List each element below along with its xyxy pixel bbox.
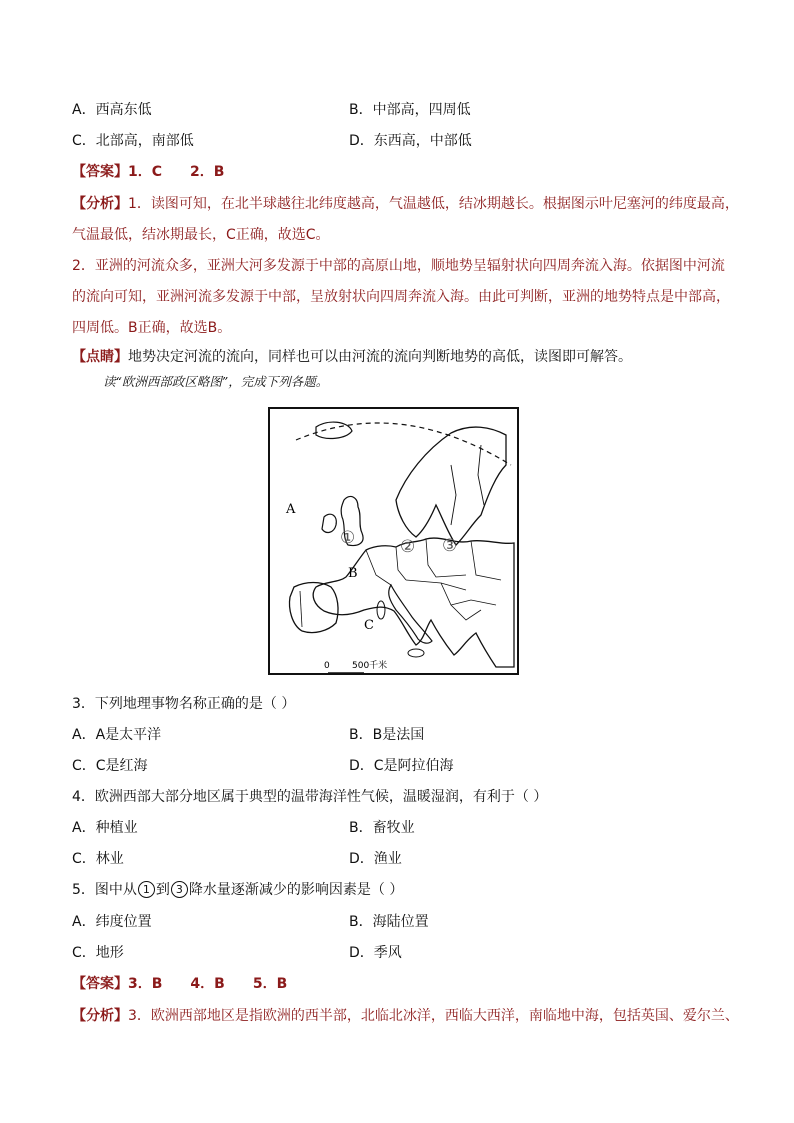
answer-tag-2: 【答案】 bbox=[72, 976, 128, 992]
q5-option-c: C．地形 bbox=[72, 945, 124, 961]
scale-value: 500千米 bbox=[352, 661, 388, 671]
analysis-line-2: 气温最低，结冰期最长，C正确，故选C。 bbox=[72, 227, 330, 243]
analysis-line-4: 的流向可知，亚洲河流多发源于中部，呈放射状向四周奔流入海。由此可判断，亚洲的地势特点是中部高， bbox=[72, 289, 730, 305]
q4-option-d: D．渔业 bbox=[349, 851, 402, 867]
q5-stem-post: 降水量逐渐减少的影响因素是（ ） bbox=[188, 882, 404, 898]
analysis-text-1: 1．读图可知，在北半球越往北纬度越高，气温越低，结冰期越长。根据图示叶尼塞河的纬度最高， bbox=[128, 196, 739, 212]
q5-stem bbox=[72, 880, 403, 900]
analysis-line-1 bbox=[72, 194, 739, 214]
q4-option-a: A．种植业 bbox=[72, 820, 138, 836]
q3-option-b: B．B是法国 bbox=[349, 727, 425, 743]
map-label-2: ② bbox=[400, 537, 416, 557]
map-intro: 读“欧洲西部政区略图”，完成下列各题。 bbox=[103, 374, 329, 389]
map-label-a: A bbox=[286, 502, 296, 517]
analysis2-text-1: 3．欧洲西部地区是指欧洲的西半部，北临北冰洋，西临大西洋，南临地中海，包括英国、爱尔兰、 bbox=[128, 1008, 739, 1024]
q4-option-b: B．畜牧业 bbox=[349, 820, 415, 836]
tip-line bbox=[72, 347, 632, 367]
map-label-1: ① bbox=[340, 528, 356, 548]
map-label-3: ③ bbox=[442, 536, 458, 556]
option-c: C．北部高，南部低 bbox=[72, 133, 194, 149]
option-d: D．东西高，中部低 bbox=[349, 133, 472, 149]
scale-zero: 0 bbox=[324, 661, 330, 671]
answer-tag: 【答案】 bbox=[72, 164, 128, 180]
map-label-c: C bbox=[364, 618, 374, 633]
tip-text: 地势决定河流的流向，同样也可以由河流的流向判断地势的高低，读图即可解答。 bbox=[128, 349, 632, 365]
q5-circle-3: 3 bbox=[171, 881, 188, 898]
answer-line-1 bbox=[72, 162, 224, 182]
answer-text: 1．C 2．B bbox=[128, 164, 225, 180]
q4-stem: 4．欧洲西部大部分地区属于典型的温带海洋性气候，温暖湿润，有利于（ ） bbox=[72, 789, 548, 805]
western-europe-map bbox=[266, 405, 521, 677]
analysis2-line-1 bbox=[72, 1006, 739, 1026]
q3-option-a: A．A是太平洋 bbox=[72, 727, 162, 743]
q3-option-d: D．C是阿拉伯海 bbox=[349, 758, 454, 774]
q5-stem-mid: 到 bbox=[155, 882, 170, 898]
q5-option-b: B．海陆位置 bbox=[349, 914, 429, 930]
answer-text-2: 3．B 4．B 5．B bbox=[128, 976, 288, 992]
q3-option-c: C．C是红海 bbox=[72, 758, 148, 774]
tip-tag: 【点睛】 bbox=[72, 349, 128, 365]
q5-circle-1: 1 bbox=[138, 881, 155, 898]
q3-stem: 3．下列地理事物名称正确的是（ ） bbox=[72, 696, 296, 712]
q5-option-a: A．纬度位置 bbox=[72, 914, 152, 930]
answer-line-2 bbox=[72, 974, 287, 994]
analysis-tag: 【分析】 bbox=[72, 196, 128, 212]
option-b: B．中部高，四周低 bbox=[349, 102, 471, 118]
analysis-line-5: 四周低。B正确，故选B。 bbox=[72, 320, 232, 336]
analysis-line-3: 2．亚洲的河流众多，亚洲大河多发源于中部的高原山地，顺地势呈辐射状向四周奔流入海。依据图中河流 bbox=[72, 258, 725, 274]
option-a: A．西高东低 bbox=[72, 102, 152, 118]
analysis2-tag: 【分析】 bbox=[72, 1008, 128, 1024]
q4-option-c: C．林业 bbox=[72, 851, 124, 867]
q5-stem-pre: 5．图中从 bbox=[72, 882, 137, 898]
q5-option-d: D．季风 bbox=[349, 945, 402, 961]
map-label-b: B bbox=[348, 566, 358, 581]
